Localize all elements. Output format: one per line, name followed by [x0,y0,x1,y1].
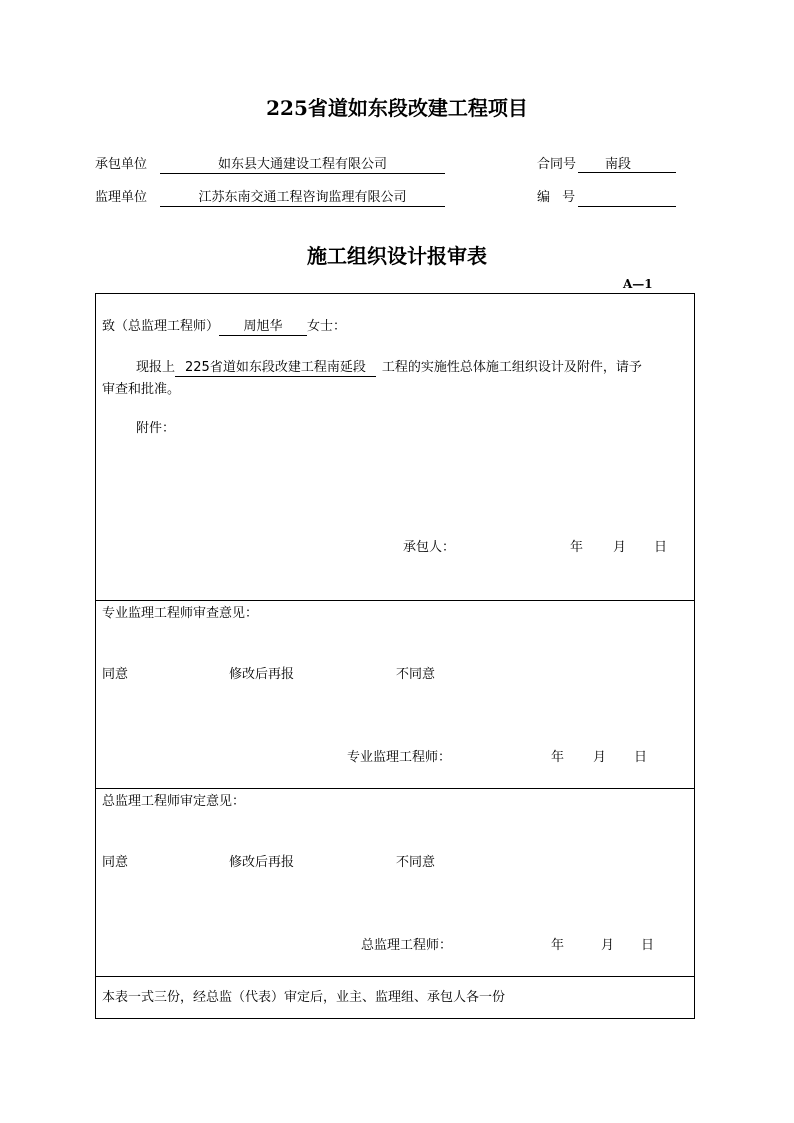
attachment-label: 附件： [136,421,176,436]
option-agree: 同意 [102,855,129,870]
chief-review-section [95,788,695,977]
body-line [136,360,642,377]
option-revise: 修改后再报 [229,667,295,682]
specialist-review-section [95,600,695,789]
footer-note-row [95,976,695,1019]
to-name: 周旭华 [219,319,307,336]
specialist-sign-label: 专业监理工程师： [347,750,452,765]
contractor-label: 承包单位 [95,157,148,172]
to-prefix: 致（总监理工程师） [102,319,220,334]
chief-heading: 总监理工程师审定意见： [102,794,246,809]
specialist-heading: 专业监理工程师审查意见： [102,606,259,621]
year-label: 年 [570,540,584,555]
to-line [102,319,346,336]
contractor-sign-label: 承包人： [403,540,456,555]
option-disagree: 不同意 [396,855,436,870]
supervisor-label: 监理单位 [95,190,148,205]
body-suffix: 工程的实施性总体施工组织设计及附件，请予 [381,360,642,375]
year-label: 年 [551,938,565,953]
body-project: 225省道如东段改建工程南延段 [175,360,376,377]
chief-sign-label: 总监理工程师： [361,938,453,953]
month-label: 月 [613,540,627,555]
day-label: 日 [641,938,655,953]
footer-note: 本表一式三份，经总监（代表）审定后，业主、监理组、承包人各一份 [102,990,506,1005]
option-revise: 修改后再报 [229,855,295,870]
option-agree: 同意 [102,667,129,682]
day-label: 日 [654,540,668,555]
contract-no-value: 南段 [578,157,676,173]
contract-no-label: 合同号 [537,157,577,172]
application-section [95,293,695,601]
day-label: 日 [634,750,648,765]
project-title: 225省道如东段改建工程项目 [266,96,528,120]
form-code: A—1 [623,277,653,291]
month-label: 月 [601,938,615,953]
body-prefix: 现报上 [136,360,176,375]
year-label: 年 [551,750,565,765]
to-suffix: 女士： [307,319,347,334]
form-title: 施工组织设计报审表 [307,244,487,268]
option-disagree: 不同意 [396,667,436,682]
serial-value [578,190,676,207]
month-label: 月 [593,750,607,765]
body-line-2: 审查和批准。 [102,382,181,397]
serial-label: 编 号 [537,190,576,205]
supervisor-value: 江苏东南交通工程咨询监理有限公司 [160,190,445,207]
contractor-value: 如东县大通建设工程有限公司 [160,157,445,174]
